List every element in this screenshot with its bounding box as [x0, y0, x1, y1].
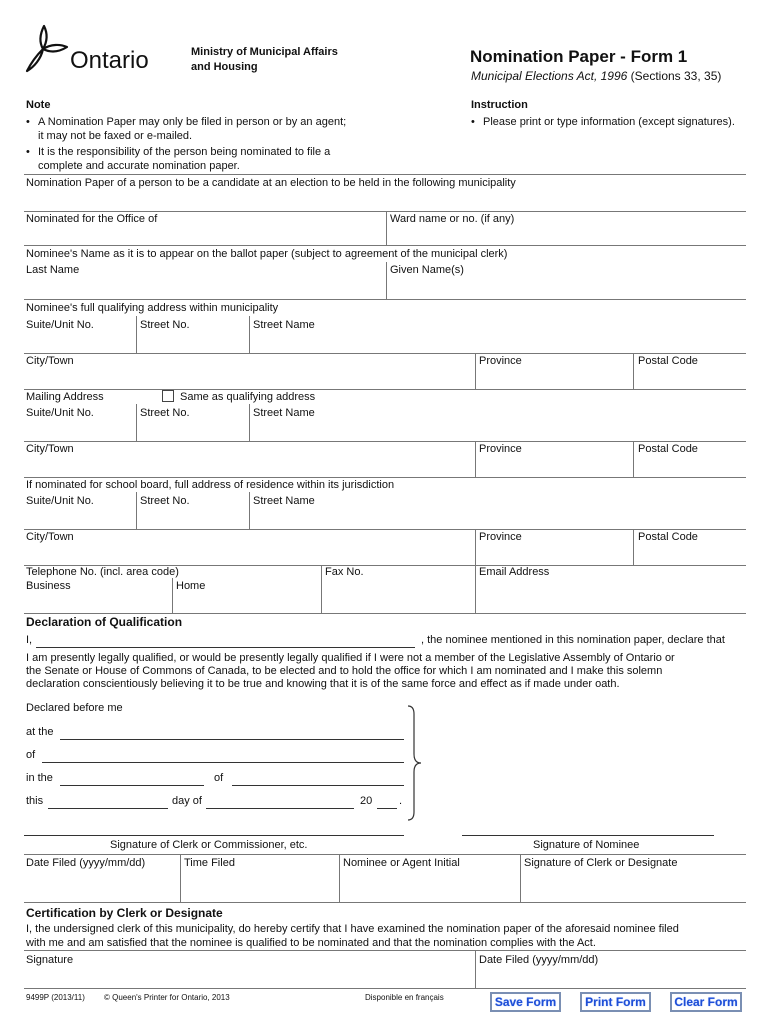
m-street-no-label: Street No.: [140, 407, 190, 419]
bullet: •: [26, 116, 30, 128]
q-street-name-input[interactable]: [253, 335, 742, 351]
declarant-name-input[interactable]: [38, 632, 413, 646]
save-form-button[interactable]: Save Form: [490, 992, 561, 1012]
note-bullet1-line2: it may not be faxed or e-mailed.: [38, 130, 193, 142]
cert-date-filed-label: Date Filed (yyyy/mm/dd): [479, 954, 599, 966]
fax-input[interactable]: [325, 580, 471, 610]
s-postal-input[interactable]: [638, 547, 742, 563]
m-postal-label: Postal Code: [638, 443, 698, 455]
m-street-no-input[interactable]: [140, 423, 245, 439]
note-title: Note: [26, 99, 51, 111]
at-the-label: at the: [26, 726, 54, 738]
municipality-label: Nomination Paper of a person to be a candidate at an election to be held in the following municipality: [26, 177, 516, 189]
of-label: of: [26, 749, 36, 761]
instruction-bullet1-text: Please print or type information (except signatures).: [483, 116, 735, 128]
copyright: © Queen's Printer for Ontario, 2013: [104, 993, 230, 1002]
year-input[interactable]: [378, 793, 396, 807]
s-street-no-input[interactable]: [140, 511, 245, 527]
q-street-no-input[interactable]: [140, 335, 245, 351]
note-bullet2-line1: It is the responsibility of the person being nominated to file a: [38, 146, 331, 158]
q-postal-input[interactable]: [638, 371, 742, 387]
fax-label: Fax No.: [325, 566, 364, 578]
email-label: Email Address: [479, 566, 550, 578]
ministry-line1: Ministry of Municipal Affairs: [191, 46, 338, 58]
given-names-label: Given Name(s): [390, 264, 464, 276]
q-suite-label: Suite/Unit No.: [26, 319, 94, 331]
q-province-input[interactable]: [479, 371, 629, 387]
of-input[interactable]: [44, 747, 402, 761]
q-suite-input[interactable]: [26, 335, 132, 351]
instruction-bullet1: [471, 116, 735, 129]
mailing-address-label: Mailing Address: [26, 391, 104, 403]
initial-input[interactable]: [343, 874, 516, 898]
m-city-input[interactable]: [26, 459, 471, 475]
period-label: .: [399, 795, 403, 807]
day-of-label: day of: [172, 795, 202, 807]
sig-clerk-designate-label: Signature of Clerk or Designate: [524, 857, 678, 869]
q-postal-label: Postal Code: [638, 355, 698, 367]
ministry-line2: and Housing: [191, 61, 258, 73]
cert-date-input[interactable]: [479, 969, 742, 985]
ballot-name-label: Nominee's Name as it is to appear on the ballot paper (subject to agreement of the municipal clerk): [26, 248, 508, 260]
logo-text: Ontario: [70, 47, 149, 74]
s-suite-input[interactable]: [26, 511, 132, 527]
certification-line2: with me and am satisfied that the nominee is qualified to be nominated and that the nomination complies with the Act.: [26, 937, 596, 949]
same-address-label: Same as qualifying address: [180, 391, 316, 403]
initial-label: Nominee or Agent Initial: [343, 857, 460, 869]
note-bullet1: [26, 116, 346, 129]
ward-label: Ward name or no. (if any): [390, 213, 515, 225]
bullet: •: [471, 116, 475, 128]
last-name-input[interactable]: [26, 280, 382, 296]
brace-icon: [404, 704, 424, 822]
note-bullet2-line2: complete and accurate nomination paper.: [38, 160, 240, 172]
declaration-para-line2: the Senate or House of Commons of Canada, to be elected and to hold the office for which I am nominated and I make this solemn: [26, 665, 663, 677]
business-label: Business: [26, 580, 71, 592]
declaration-title: Declaration of Qualification: [26, 615, 183, 629]
q-province-label: Province: [479, 355, 522, 367]
twenty-label: 20: [360, 795, 373, 807]
sig-clerk-label: Signature of Clerk or Commissioner, etc.: [110, 839, 308, 851]
cert-signature-label: Signature: [26, 954, 74, 966]
s-street-no-label: Street No.: [140, 495, 190, 507]
m-province-input[interactable]: [479, 459, 629, 475]
date-filed-label: Date Filed (yyyy/mm/dd): [26, 857, 146, 869]
ward-input[interactable]: [390, 228, 742, 243]
ontario-logo: [24, 22, 174, 76]
print-form-button[interactable]: Print Form: [580, 992, 651, 1012]
s-street-name-input[interactable]: [253, 511, 742, 527]
business-phone-input[interactable]: [26, 595, 168, 611]
declaration-i-label: I,: [26, 634, 33, 646]
office-label: Nominated for the Office of: [26, 213, 158, 225]
home-label: Home: [176, 580, 206, 592]
s-city-input[interactable]: [26, 547, 471, 563]
m-street-name-input[interactable]: [253, 423, 742, 439]
m-city-label: City/Town: [26, 443, 74, 455]
of2-label: of: [214, 772, 224, 784]
s-suite-label: Suite/Unit No.: [26, 495, 94, 507]
act-reference: [471, 69, 721, 83]
declaration-para-line1: I am presently legally qualified, or would be presently legally qualified if I were not a member of the Legislative Assembly of Ontario or: [26, 652, 675, 664]
m-suite-input[interactable]: [26, 423, 132, 439]
m-postal-input[interactable]: [638, 459, 742, 475]
bullet: •: [26, 146, 30, 158]
form-title: Nomination Paper - Form 1: [470, 47, 688, 66]
office-input[interactable]: [26, 228, 382, 243]
trillium-icon: [24, 22, 70, 74]
note-bullet2: [26, 146, 330, 159]
time-filed-input[interactable]: [184, 874, 335, 898]
declaration-para-line3: declaration conscientiously believing it to be true and knowing that it is of the same force and effect as if made under oath.: [26, 678, 620, 690]
note-bullet1-line1: A Nomination Paper may only be filed in person or by an agent;: [38, 116, 347, 128]
clear-form-button[interactable]: Clear Form: [670, 992, 742, 1012]
this-day-input[interactable]: [50, 793, 166, 807]
s-postal-label: Postal Code: [638, 531, 698, 543]
email-input[interactable]: [479, 580, 742, 610]
q-city-input[interactable]: [26, 371, 471, 387]
s-street-name-label: Street Name: [253, 495, 315, 507]
same-address-checkbox[interactable]: [162, 390, 174, 402]
home-phone-input[interactable]: [176, 595, 317, 611]
declaration-nominee-text: , the nominee mentioned in this nomination paper, declare that: [421, 634, 725, 646]
s-province-input[interactable]: [479, 547, 629, 563]
in-the-label: in the: [26, 772, 53, 784]
day-of-input[interactable]: [208, 793, 352, 807]
s-province-label: Province: [479, 531, 522, 543]
at-the-input[interactable]: [62, 724, 402, 738]
this-label: this: [26, 795, 44, 807]
given-names-input[interactable]: [390, 280, 742, 296]
in-the-input[interactable]: [62, 770, 202, 784]
date-filed-input[interactable]: [26, 874, 176, 898]
s-city-label: City/Town: [26, 531, 74, 543]
act-sections: (Sections 33, 35): [627, 69, 722, 83]
sig-nominee-label: Signature of Nominee: [533, 839, 640, 851]
form-number: 9499P (2013/11): [26, 993, 85, 1002]
q-street-name-label: Street Name: [253, 319, 315, 331]
school-board-label: If nominated for school board, full address of residence within its jurisdiction: [26, 479, 395, 491]
last-name-label: Last Name: [26, 264, 80, 276]
qualifying-address-label: Nominee's full qualifying address within municipality: [26, 302, 279, 314]
q-street-no-label: Street No.: [140, 319, 190, 331]
of2-input[interactable]: [234, 770, 402, 784]
act-name: Municipal Elections Act, 1996: [471, 69, 628, 83]
instruction-title: Instruction: [471, 99, 528, 111]
french-available: Disponible en français: [365, 993, 444, 1002]
telephone-label: Telephone No. (incl. area code): [26, 566, 179, 578]
m-suite-label: Suite/Unit No.: [26, 407, 94, 419]
certification-title: Certification by Clerk or Designate: [26, 906, 223, 920]
municipality-input[interactable]: [26, 192, 742, 208]
time-filed-label: Time Filed: [184, 857, 235, 869]
certification-line1: I, the undersigned clerk of this municipality, do hereby certify that I have examined the nomination paper of the aforesaid nominee filed: [26, 923, 679, 935]
m-street-name-label: Street Name: [253, 407, 315, 419]
q-city-label: City/Town: [26, 355, 74, 367]
m-province-label: Province: [479, 443, 522, 455]
declared-before-label: Declared before me: [26, 702, 123, 714]
